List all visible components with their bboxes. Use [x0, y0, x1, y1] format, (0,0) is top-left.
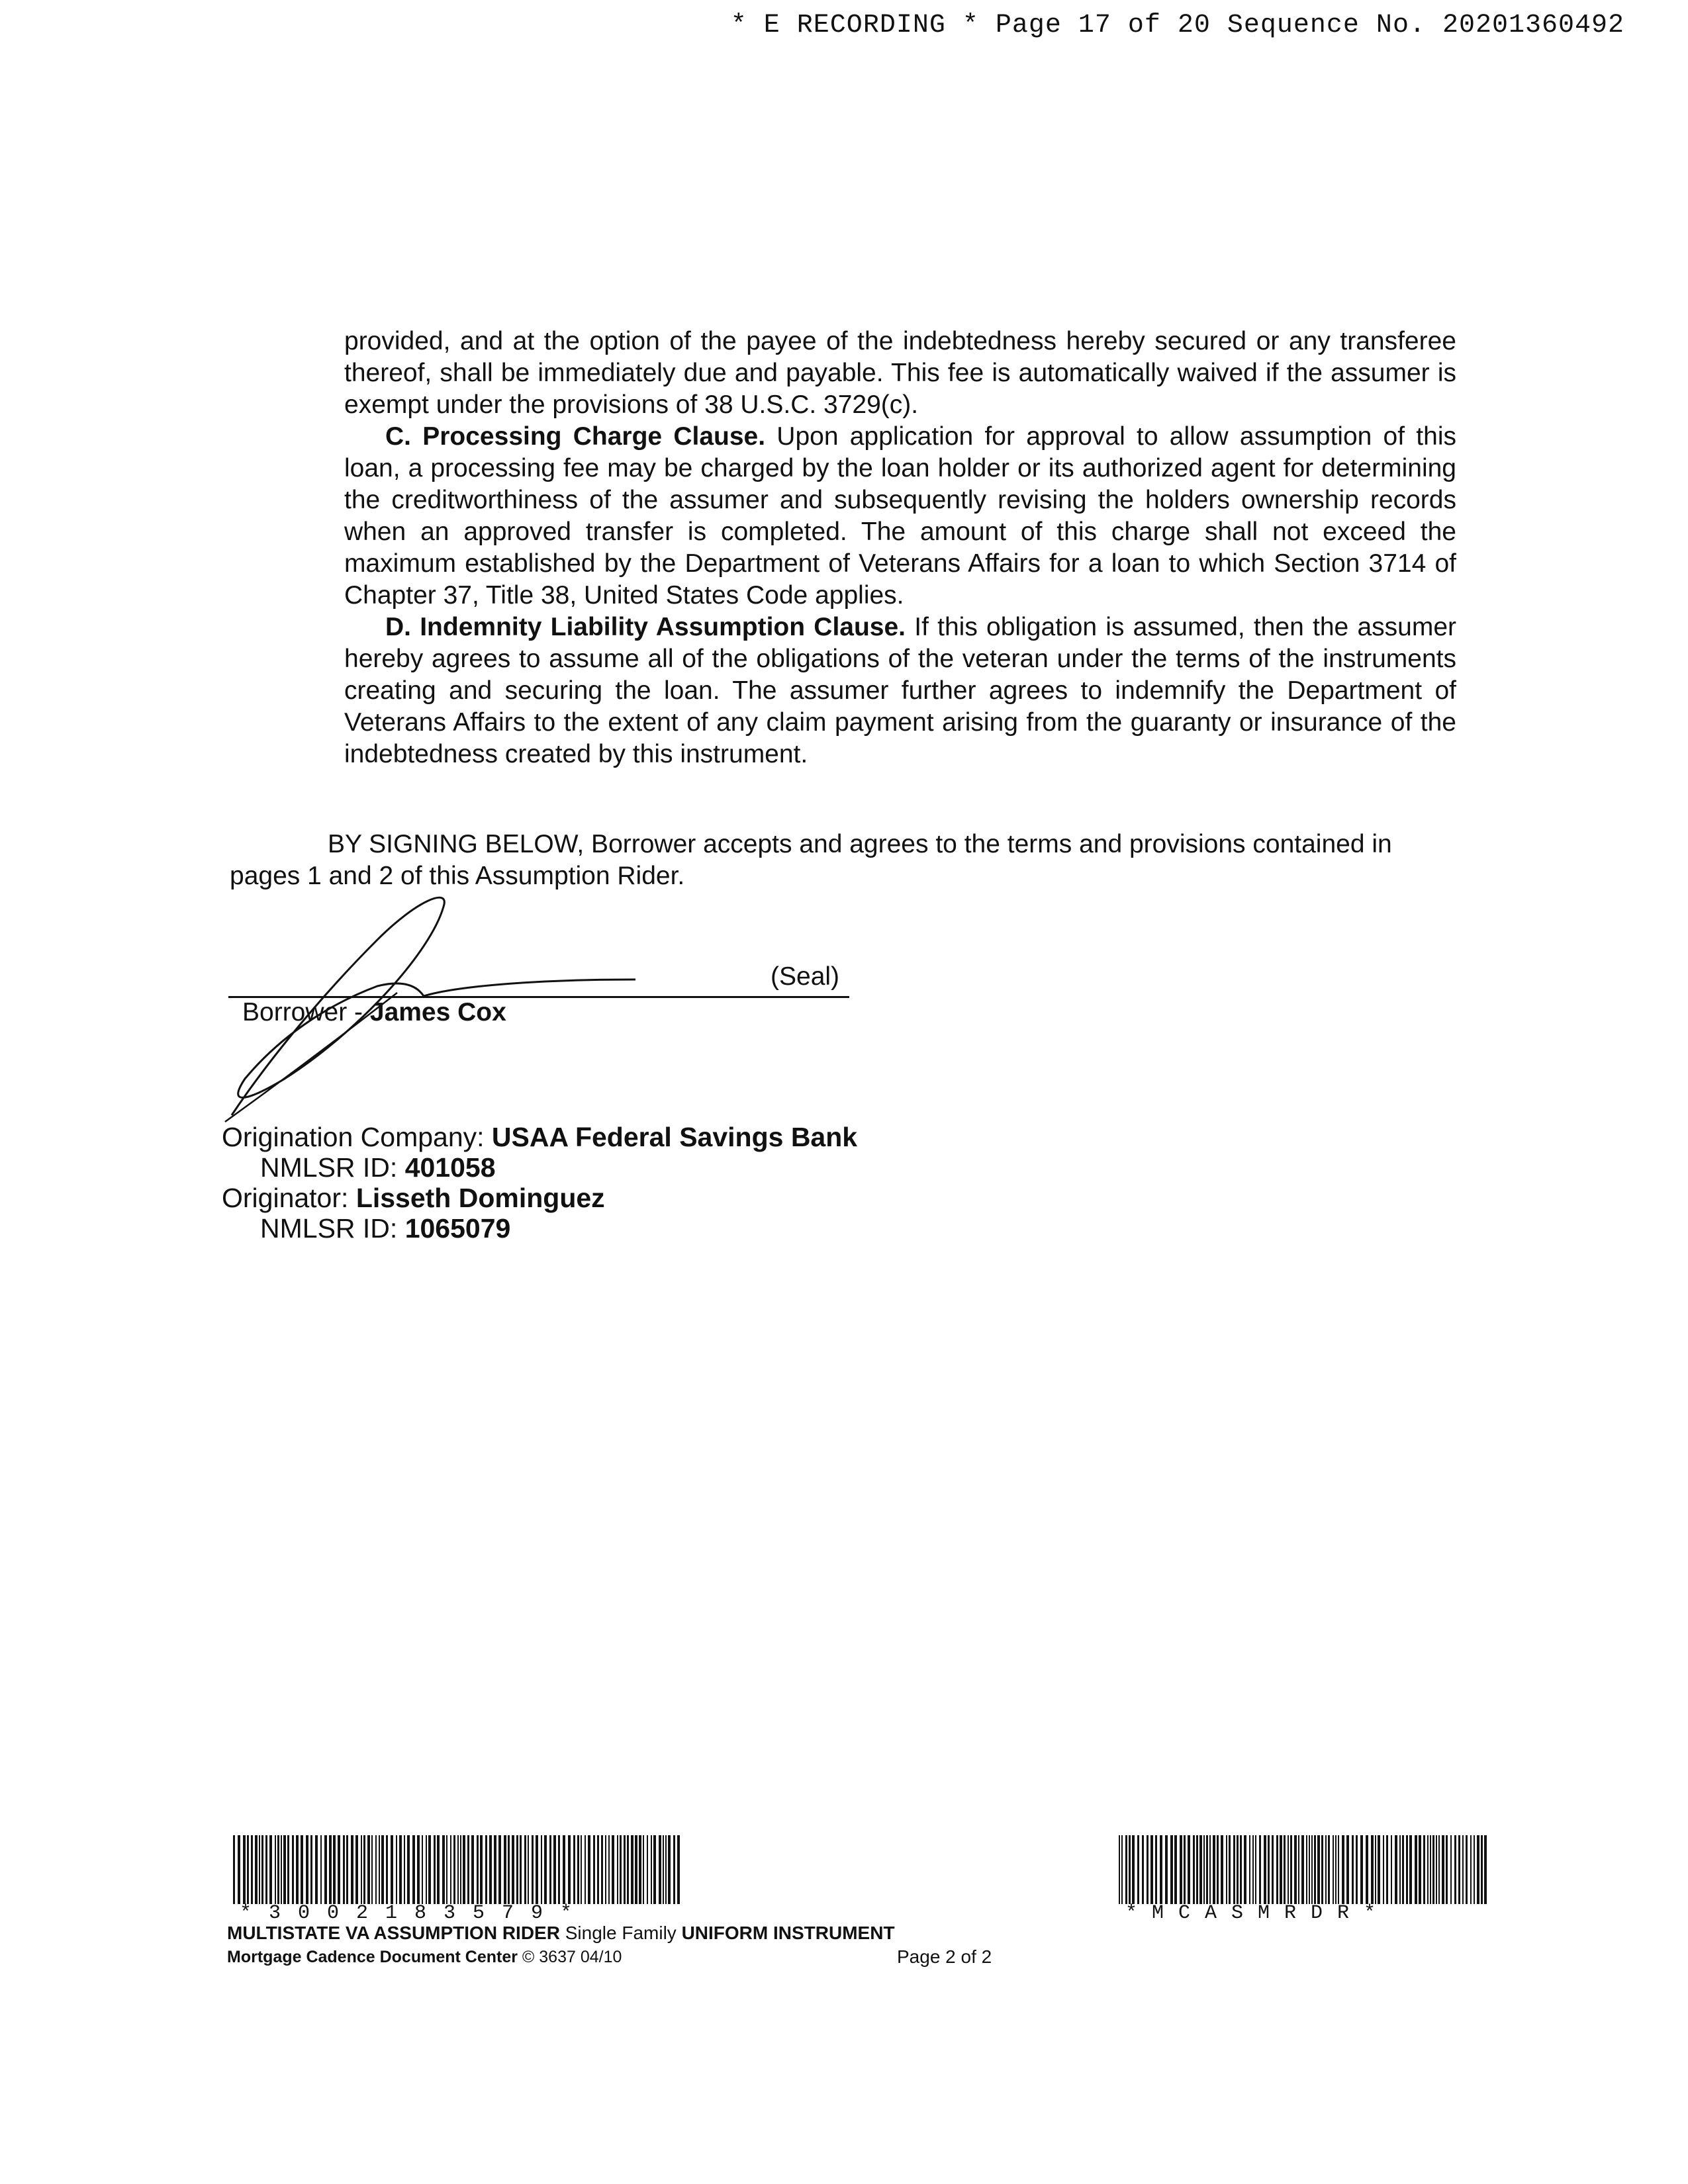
- barcode-bar: [1129, 1835, 1131, 1904]
- company-nmlsr-id: 401058: [404, 1152, 496, 1183]
- barcode-bar: [549, 1835, 551, 1904]
- barcode-bar: [1268, 1835, 1270, 1904]
- barcode-bar: [605, 1835, 606, 1904]
- barcode-bar: [1147, 1835, 1149, 1904]
- barcode-bar: [320, 1835, 322, 1904]
- barcode-bar: [677, 1835, 680, 1904]
- barcode-bar: [292, 1835, 294, 1904]
- barcode-bar: [442, 1835, 445, 1904]
- barcode-bar: [386, 1835, 388, 1904]
- barcode-bar: [643, 1835, 644, 1904]
- barcode-bar: [310, 1835, 312, 1904]
- barcode-bar: [1419, 1835, 1421, 1904]
- barcode-bar: [1462, 1835, 1464, 1904]
- originator-label: Originator:: [222, 1183, 356, 1213]
- barcode-bar: [434, 1835, 436, 1904]
- barcode-bar: [653, 1835, 656, 1904]
- barcode-bar: [1170, 1835, 1173, 1904]
- barcode-bar: [544, 1835, 547, 1904]
- form-title-main: MULTISTATE VA ASSUMPTION RIDER: [227, 1923, 560, 1943]
- barcode-bar: [1395, 1835, 1397, 1904]
- barcode-bar: [577, 1835, 579, 1904]
- barcode-bar: [1352, 1835, 1354, 1904]
- barcode-bar: [1466, 1835, 1468, 1904]
- origination-info: [222, 1122, 857, 1244]
- barcode-bar: [659, 1835, 661, 1904]
- barcode-bar: [450, 1835, 451, 1904]
- origination-company-label: Origination Company:: [222, 1122, 492, 1152]
- barcode-bar: [1213, 1835, 1215, 1904]
- borrower-name: James Cox: [369, 998, 506, 1026]
- barcode-bar: [1155, 1835, 1157, 1904]
- barcode-bar: [1333, 1835, 1334, 1904]
- company-nmlsr-row: [222, 1152, 857, 1183]
- barcode-bar: [1442, 1835, 1444, 1904]
- barcode-bar: [516, 1835, 518, 1904]
- clause-d-text: If this obligation is assumed, then the assumer hereby agrees to assume all of the obligations of the veteran under the terms of the instruments creating and securing the loan. The assumer further agrees to indemnify the Department of Veterans Affairs to the extent of any claim payment arising from the guaranty or insurance of the indebtedness created by this instrument.: [344, 613, 1456, 768]
- barcode-bar: [480, 1835, 483, 1904]
- barcode-bar: [1335, 1835, 1336, 1904]
- barcode-bar: [1314, 1835, 1316, 1904]
- barcode-bar: [1409, 1835, 1412, 1904]
- barcode-bar: [1137, 1835, 1139, 1904]
- originator-nmlsr-id: 1065079: [404, 1213, 511, 1244]
- barcode-bar: [338, 1835, 340, 1904]
- barcode-bar: [391, 1835, 393, 1904]
- barcode-bar: [1427, 1835, 1429, 1904]
- barcode-bar: [1446, 1835, 1448, 1904]
- barcode-bar: [269, 1835, 272, 1904]
- barcode-bar: [460, 1835, 461, 1904]
- originator-row: [222, 1183, 857, 1213]
- barcode-bar: [1240, 1835, 1242, 1904]
- barcode-bar: [426, 1835, 427, 1904]
- barcode-bar: [498, 1835, 501, 1904]
- barcode-bar: [663, 1835, 664, 1904]
- barcode-bar: [504, 1835, 506, 1904]
- barcode-bar: [485, 1835, 487, 1904]
- barcode-bar: [1399, 1835, 1401, 1904]
- barcode-bar: [275, 1835, 276, 1904]
- barcode-bar: [261, 1835, 263, 1904]
- barcode-bar: [1209, 1835, 1211, 1904]
- barcode-bar: [422, 1835, 423, 1904]
- barcode-bar: [1206, 1835, 1208, 1904]
- barcode-bar: [1342, 1835, 1344, 1904]
- barcode-right-digits: *MCASMRDR*: [1125, 1902, 1391, 1925]
- barcode-bar: [467, 1835, 469, 1904]
- barcode-bar: [463, 1835, 465, 1904]
- barcode-bar: [324, 1835, 327, 1904]
- barcode-bar: [668, 1835, 671, 1904]
- clause-c-text: Upon application for approval to allow assumption of this loan, a processing fee may be charged by the loan holder or its authorized agent for determining the creditworthiness of the assumer and subsequently revising the holders ownership records when an approved transfer is completed. The amount of this charge shall not exceed the maximum established by the Department of Veterans Affairs for a loan to which Section 3714 of Chapter 37, Title 38, United States Code applies.: [344, 422, 1456, 610]
- barcode-bar: [329, 1835, 332, 1904]
- barcode-bar: [1217, 1835, 1219, 1904]
- barcode-bar: [1321, 1835, 1323, 1904]
- barcode-bar: [1375, 1835, 1376, 1904]
- barcode-bar: [1165, 1835, 1168, 1904]
- clause-d: [344, 612, 1456, 770]
- barcode-bar: [1454, 1835, 1456, 1904]
- barcode-bar: [1276, 1835, 1278, 1904]
- barcode-bar: [635, 1835, 637, 1904]
- barcode-bar: [1360, 1835, 1363, 1904]
- barcode-bar: [306, 1835, 308, 1904]
- barcode-bar: [1203, 1835, 1205, 1904]
- barcode-bar: [624, 1835, 626, 1904]
- clause-d-title: D. Indemnity Liability Assumption Clause.: [385, 613, 906, 641]
- barcode-bar: [1311, 1835, 1313, 1904]
- form-source-code: © 3637 04/10: [517, 1948, 622, 1966]
- barcode-bar: [1259, 1835, 1261, 1904]
- barcode-bar: [375, 1835, 377, 1904]
- barcode-bar: [558, 1835, 560, 1904]
- barcode-bar: [381, 1835, 384, 1904]
- barcode-bar: [1249, 1835, 1250, 1904]
- barcode-bar: [536, 1835, 538, 1904]
- borrower-name-label: [242, 997, 506, 1028]
- barcode-bar: [1415, 1835, 1417, 1904]
- barcode-bar: [1477, 1835, 1479, 1904]
- barcode-bar: [1378, 1835, 1380, 1904]
- barcode-bar: [1280, 1835, 1282, 1904]
- barcode-bar: [1450, 1835, 1452, 1904]
- barcode-bar: [283, 1835, 286, 1904]
- barcode-bar: [1196, 1835, 1198, 1904]
- barcode-bar: [512, 1835, 514, 1904]
- barcode-bar: [1356, 1835, 1358, 1904]
- barcode-bar: [520, 1835, 522, 1904]
- barcode-bar: [1438, 1835, 1440, 1904]
- barcode-bar: [371, 1835, 373, 1904]
- barcode-bar: [1290, 1835, 1292, 1904]
- barcode-bar: [1119, 1835, 1120, 1904]
- barcode-bar: [1346, 1835, 1349, 1904]
- barcode-bar: [1188, 1835, 1190, 1904]
- barcode-bar: [1328, 1835, 1330, 1904]
- barcode-bar: [315, 1835, 318, 1904]
- barcode-bar: [1306, 1835, 1307, 1904]
- barcode-bar: [1233, 1835, 1235, 1904]
- barcode-bar: [446, 1835, 447, 1904]
- barcode-bar: [367, 1835, 370, 1904]
- rider-clauses: [344, 326, 1456, 770]
- barcode-bar: [651, 1835, 652, 1904]
- barcode-bar: [508, 1835, 510, 1904]
- barcode-bar: [247, 1835, 249, 1904]
- originator-nmlsr-row: [222, 1213, 857, 1244]
- origination-company-row: [222, 1122, 857, 1152]
- barcode-bar: [617, 1835, 618, 1904]
- barcode-bar: [1221, 1835, 1223, 1904]
- barcode-bar: [631, 1835, 633, 1904]
- recording-header: * E RECORDING * Page 17 of 20 Sequence No. 20201360492: [730, 11, 1624, 40]
- barcode-bar: [1294, 1835, 1297, 1904]
- barcode-bar: [639, 1835, 641, 1904]
- barcode-bar: [1325, 1835, 1327, 1904]
- barcode-bar: [1180, 1835, 1182, 1904]
- barcode-bar: [417, 1835, 420, 1904]
- barcode-bar: [541, 1835, 542, 1904]
- barcode-bar: [532, 1835, 534, 1904]
- barcode-bar: [277, 1835, 279, 1904]
- barcode-bar: [1484, 1835, 1487, 1904]
- barcode-bar: [528, 1835, 529, 1904]
- barcode-bar: [399, 1835, 402, 1904]
- barcode-bar: [363, 1835, 365, 1904]
- form-page-number: Page 2 of 2: [897, 1946, 992, 1967]
- form-source-name: Mortgage Cadence Document Center: [227, 1948, 518, 1966]
- barcode-bar: [597, 1835, 599, 1904]
- barcode-bar: [573, 1835, 575, 1904]
- barcode-bar: [1288, 1835, 1289, 1904]
- signing-statement-line1: BY SIGNING BELOW, Borrower accepts and agrees to the terms and provisions contained in: [328, 830, 1392, 858]
- barcode-bar: [608, 1835, 610, 1904]
- origination-company-name: USAA Federal Savings Bank: [491, 1122, 858, 1152]
- barcode-bar: [453, 1835, 455, 1904]
- barcode-left-digits: *3002183579*: [240, 1902, 590, 1925]
- barcode-bar: [1402, 1835, 1404, 1904]
- barcode-bar: [563, 1835, 565, 1904]
- form-title-family: Single Family: [559, 1923, 682, 1943]
- barcode-bar: [281, 1835, 282, 1904]
- barcode-bar: [568, 1835, 571, 1904]
- barcode-bar: [396, 1835, 397, 1904]
- barcode-bar: [287, 1835, 289, 1904]
- barcode-bar: [1391, 1835, 1392, 1904]
- barcode-bar: [407, 1835, 410, 1904]
- barcode-bar: [1298, 1835, 1299, 1904]
- clause-c-title: C. Processing Charge Clause.: [385, 422, 766, 451]
- barcode-bar: [1150, 1835, 1153, 1904]
- barcode-bar: [1160, 1835, 1162, 1904]
- barcode-bar: [346, 1835, 348, 1904]
- barcode-bar: [301, 1835, 303, 1904]
- barcode-bar: [1237, 1835, 1239, 1904]
- barcode-bar: [627, 1835, 629, 1904]
- barcode-bar: [333, 1835, 336, 1904]
- barcode-bar: [1174, 1835, 1177, 1904]
- barcode-bar: [1470, 1835, 1472, 1904]
- barcode-bar: [1199, 1835, 1202, 1904]
- barcode-bar: [471, 1835, 474, 1904]
- form-title-uniform: UNIFORM INSTRUMENT: [681, 1923, 895, 1943]
- seal-label: (Seal): [771, 962, 840, 991]
- barcode-bar: [1338, 1835, 1339, 1904]
- form-title: [227, 1923, 895, 1944]
- signing-statement-line2: pages 1 and 2 of this Assumption Rider.: [230, 862, 685, 890]
- barcode-bar: [437, 1835, 440, 1904]
- barcode-bar: [259, 1835, 260, 1904]
- barcode-bar: [1272, 1835, 1274, 1904]
- barcode-bar: [553, 1835, 556, 1904]
- barcode-bar: [1193, 1835, 1195, 1904]
- barcode-bar: [1474, 1835, 1475, 1904]
- barcode-bar: [489, 1835, 492, 1904]
- barcode-bar: [296, 1835, 299, 1904]
- barcode-bar: [665, 1835, 667, 1904]
- barcode-bar: [477, 1835, 479, 1904]
- barcode-bar: [1309, 1835, 1310, 1904]
- barcode-bar: [1430, 1835, 1431, 1904]
- barcode-bar: [243, 1835, 246, 1904]
- barcode-bar: [428, 1835, 431, 1904]
- barcode-bar: [1423, 1835, 1425, 1904]
- barcode-bar: [379, 1835, 380, 1904]
- barcode-bar: [1244, 1835, 1246, 1904]
- barcode-bar: [524, 1835, 526, 1904]
- clause-b-continuation: provided, and at the option of the payee of the indebtedness hereby secured or any transferee thereof, shall be immediately due and payable. This fee is automatically waived if the assumer is exempt under the provisions of 38 U.S.C. 3729(c).: [344, 327, 1456, 419]
- barcode-bar: [1184, 1835, 1186, 1904]
- barcode-bar: [1252, 1835, 1254, 1904]
- barcode-bar: [1255, 1835, 1256, 1904]
- barcode-bar: [593, 1835, 595, 1904]
- originator-name: Lisseth Dominguez: [355, 1183, 605, 1213]
- barcode-left: [233, 1835, 683, 1904]
- barcode-bar: [265, 1835, 267, 1904]
- barcode-bar: [1226, 1835, 1227, 1904]
- barcode-bar: [255, 1835, 258, 1904]
- barcode-bar: [412, 1835, 415, 1904]
- barcode-bar: [1229, 1835, 1231, 1904]
- barcode-bar: [1406, 1835, 1408, 1904]
- barcode-bar: [1301, 1835, 1304, 1904]
- barcode-bar: [620, 1835, 622, 1904]
- barcode-bar: [1132, 1835, 1135, 1904]
- barcode-bar: [251, 1835, 253, 1904]
- barcode-bar: [1366, 1835, 1368, 1904]
- form-source: [227, 1948, 622, 1967]
- barcode-bar: [1121, 1835, 1123, 1904]
- barcode-bar: [585, 1835, 586, 1904]
- barcode-bar: [581, 1835, 582, 1904]
- barcode-bar: [1436, 1835, 1437, 1904]
- barcode-bar: [1432, 1835, 1434, 1904]
- barcode-bar: [1264, 1835, 1266, 1904]
- barcode-bar: [457, 1835, 459, 1904]
- barcode-bar: [588, 1835, 590, 1904]
- barcode-bar: [1284, 1835, 1286, 1904]
- barcode-bar: [1317, 1835, 1320, 1904]
- barcode-bar: [238, 1835, 240, 1904]
- barcode-bar: [1458, 1835, 1460, 1904]
- barcode-bar: [1125, 1835, 1127, 1904]
- barcode-bar: [1386, 1835, 1388, 1904]
- barcode-bar: [1481, 1835, 1483, 1904]
- barcode-bar: [612, 1835, 614, 1904]
- barcode-right: [1119, 1835, 1489, 1904]
- barcode-bar: [1371, 1835, 1374, 1904]
- barcode-bar: [647, 1835, 648, 1904]
- barcode-bar: [1383, 1835, 1384, 1904]
- barcode-bar: [361, 1835, 362, 1904]
- barcode-bar: [494, 1835, 496, 1904]
- barcode-bar: [404, 1835, 405, 1904]
- borrower-label: Borrower -: [242, 998, 370, 1026]
- company-nmlsr-label: NMLSR ID:: [260, 1152, 405, 1183]
- barcode-bar: [673, 1835, 675, 1904]
- barcode-bar: [1142, 1835, 1144, 1904]
- barcode-bar: [343, 1835, 345, 1904]
- barcode-bar: [351, 1835, 353, 1904]
- barcode-bar: [601, 1835, 603, 1904]
- barcode-bar: [233, 1835, 235, 1904]
- clause-c: [344, 421, 1456, 612]
- originator-nmlsr-label: NMLSR ID:: [260, 1213, 405, 1244]
- barcode-bar: [355, 1835, 358, 1904]
